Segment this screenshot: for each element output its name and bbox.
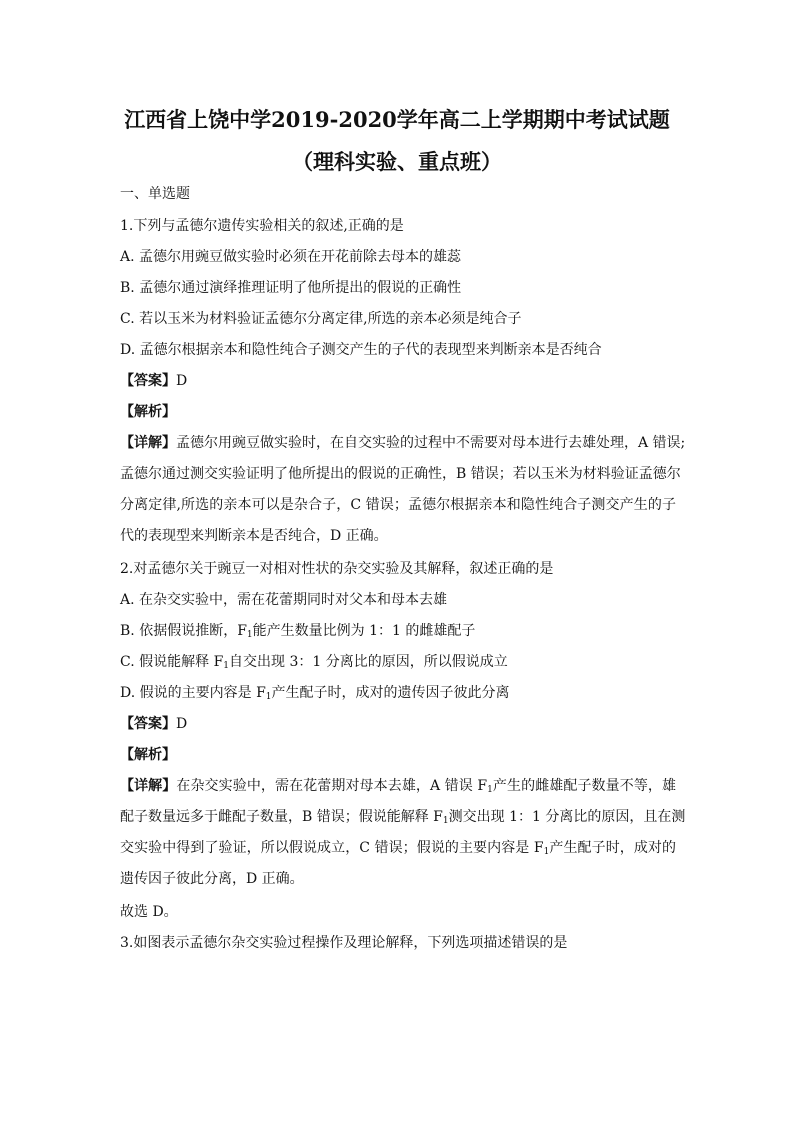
q1-detail	[120, 428, 686, 552]
q2-detail-row-3	[120, 833, 676, 864]
q2-detail-text-1-pre: 在杂交实验中，需在花蕾期对母本去雄，A 错误 F	[176, 778, 488, 794]
q2-answer-label: 【答案】	[120, 716, 176, 732]
q1-answer	[120, 371, 187, 391]
q2-detail-text-3-pre: 交实验中得到了验证，所以假说成立，C 错误；假说的主要内容是 F	[120, 840, 544, 856]
q2-option-d-pre: D. 假说的主要内容是 F	[120, 685, 266, 701]
q2-detail	[120, 771, 686, 895]
q2-option-c-sub: 1	[223, 661, 230, 671]
q2-option-d-post: 产生配子时，成对的遗传因子彼此分离	[271, 685, 510, 701]
q2-option-b-sub: 1	[246, 630, 253, 640]
q1-answer-label: 【答案】	[120, 373, 176, 389]
q1-analysis-label: 【解析】	[120, 404, 176, 420]
q1-detail-row-3: 分离定律,所选的亲本可以是杂合子，C 错误；孟德尔根据亲本和隐性纯合子测交产生的子	[120, 497, 676, 513]
q2-option-b-post: 能产生数量比例为 1：1 的雌雄配子	[252, 623, 476, 639]
q2-detail-text-2-post: 测交出现 1：1 分离比的原因，且在测	[448, 809, 686, 825]
q1-option-c: C. 若以玉米为材料验证孟德尔分离定律,所选的亲本必须是纯合子	[120, 311, 522, 327]
q1-detail-row-1	[120, 428, 686, 459]
q2-detail-text-2-sub: 1	[442, 816, 449, 826]
q3-stem: 3.如图表示孟德尔杂交实验过程操作及理论解释，下列选项描述错误的是	[120, 935, 568, 951]
q1-option-a: A. 孟德尔用豌豆做实验时必须在开花前除去母本的雄蕊	[120, 249, 462, 265]
q2-analysis-label: 【解析】	[120, 747, 176, 763]
q2-detail-text-1-sub: 1	[487, 785, 493, 795]
q1-detail-row-4: 代的表现型来判断亲本是否纯合，D 正确。	[120, 528, 388, 544]
q1-option-b: B. 孟德尔通过演绎推理证明了他所提出的假说的正确性	[120, 280, 462, 296]
q1-detail-label: 【详解】	[120, 435, 176, 451]
q2-detail-text-2-pre: 配子数量远多于雌配子数量，B 错误；假说能解释 F	[120, 809, 443, 825]
q2-detail-text-3-sub: 1	[543, 847, 550, 857]
q2-answer-value: D	[176, 716, 188, 732]
q2-option-d-sub: 1	[265, 692, 272, 702]
q2-option-a: A. 在杂交实验中，需在花蕾期同时对父本和母本去雄	[120, 592, 448, 608]
section-heading: 一、单选题	[120, 186, 190, 202]
q2-detail-text-3-post: 产生配子时，成对的	[549, 840, 677, 856]
q2-option-b-pre: B. 依据假说推断，F	[120, 623, 247, 639]
q2-option-d	[120, 683, 510, 703]
q2-answer	[120, 714, 187, 734]
q2-option-c	[120, 652, 508, 672]
q2-detail-row-1	[120, 771, 676, 802]
q1-option-d: D. 孟德尔根据亲本和隐性纯合子测交产生的子代的表现型来判断亲本是否纯合	[120, 342, 602, 358]
q2-conclusion: 故选 D。	[120, 904, 178, 920]
q2-detail-text-1-post: 产生的雌雄配子数量不等，雄	[492, 778, 677, 794]
q2-option-b	[120, 621, 475, 641]
q1-stem: 1.下列与孟德尔遗传实验相关的叙述,正确的是	[120, 218, 404, 234]
q2-detail-row-4: 遗传因子彼此分离，D 正确。	[120, 871, 304, 887]
q1-detail-text-1: 孟德尔用豌豆做实验时，在自交实验的过程中不需要对母本进行去雄处理，A 错误;	[176, 435, 686, 451]
q2-option-c-post: 自交出现 3：1 分离比的原因，所以假说成立	[229, 654, 508, 670]
q2-detail-label: 【详解】	[120, 778, 177, 794]
q2-option-c-pre: C. 假说能解释 F	[120, 654, 224, 670]
document-title: 江西省上饶中学2019-2020学年高二上学期期中考试试题	[124, 107, 670, 132]
q2-detail-row-2	[120, 802, 686, 833]
q2-stem: 2.对孟德尔关于豌豆一对相对性状的杂交实验及其解释，叙述正确的是	[120, 561, 554, 577]
q1-detail-row-2: 孟德尔通过测交实验证明了他所提出的假说的正确性，B 错误；若以玉米为材料验证孟德尔	[120, 466, 681, 482]
q1-answer-value: D	[176, 373, 188, 389]
document-subtitle: （理科实验、重点班）	[292, 149, 502, 174]
